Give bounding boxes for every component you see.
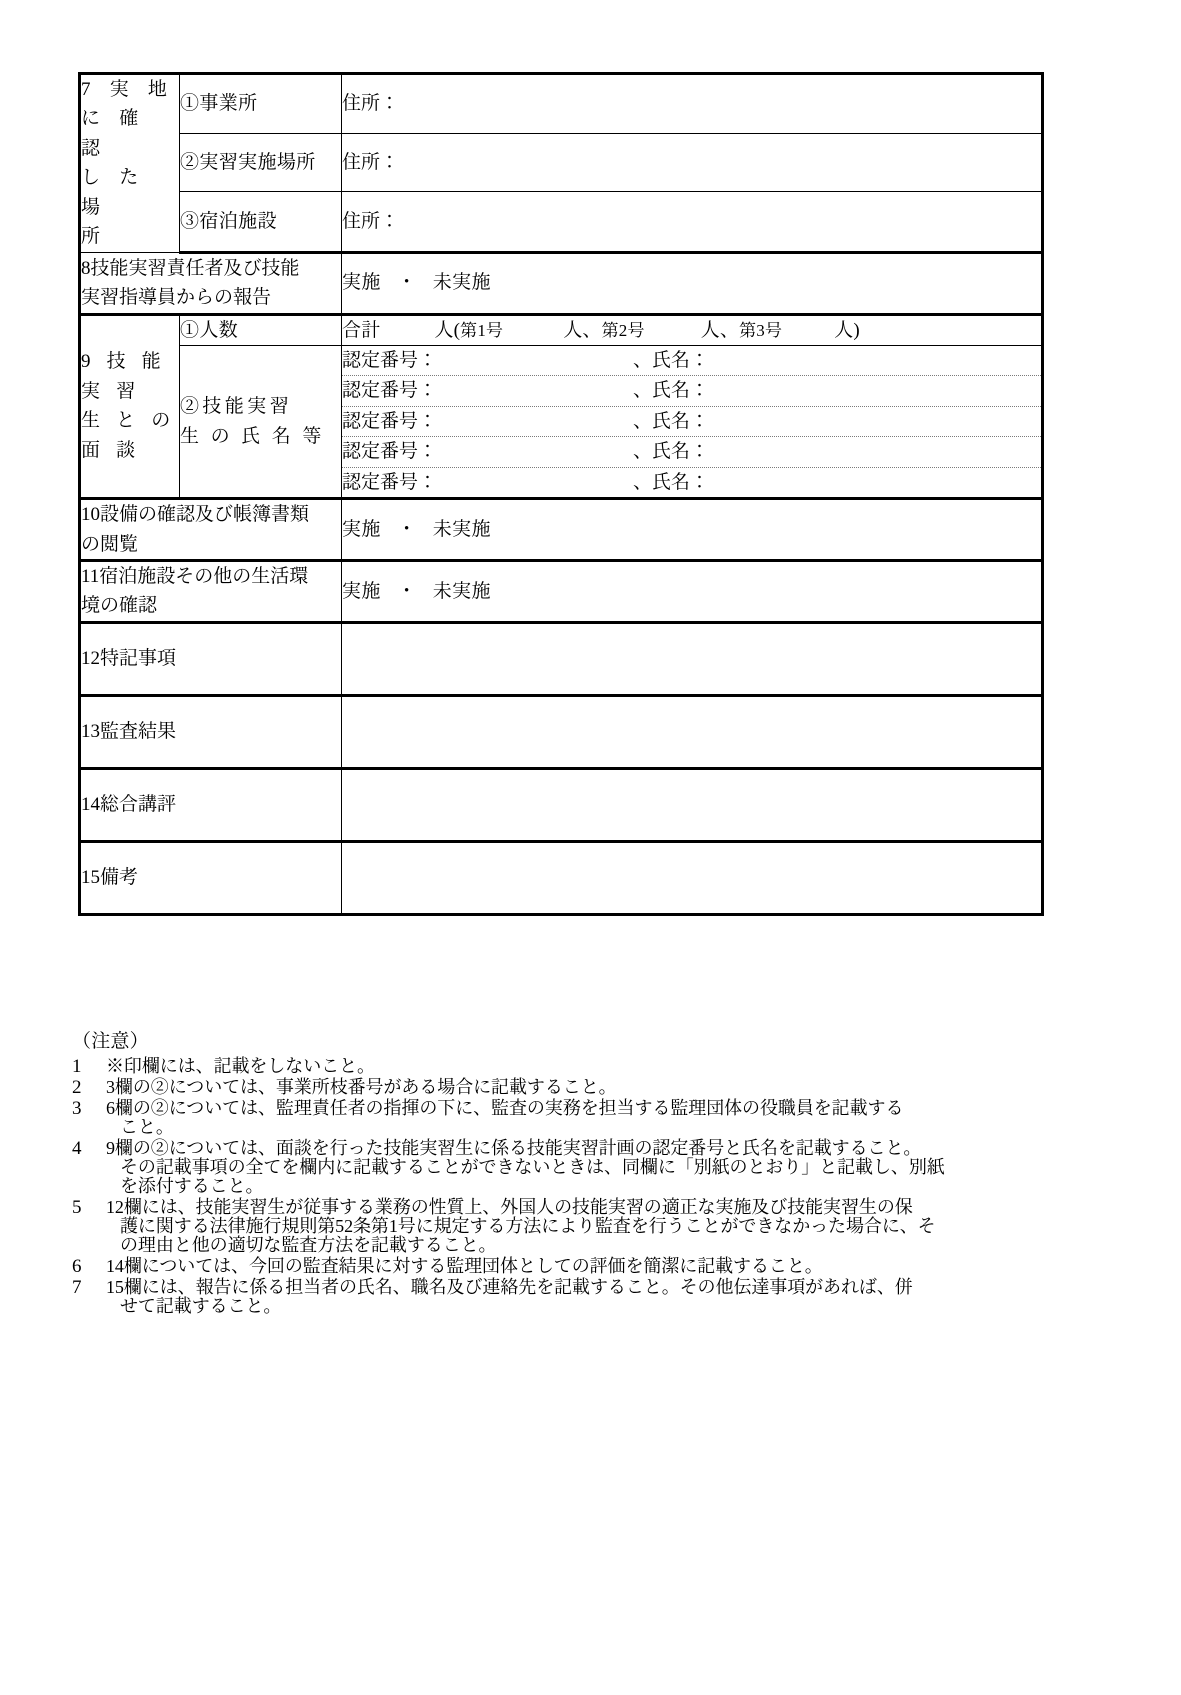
inspection-report-table	[78, 72, 1044, 916]
row8-option-no[interactable]: 未実施	[432, 272, 491, 294]
note-5-number: 5	[72, 1197, 82, 1218]
row7-label-line-1: 7 実 地	[81, 79, 175, 100]
note-7-body	[106, 1278, 1102, 1316]
row9-name-2-id-label: 認定番号：	[342, 380, 438, 402]
row11-option-yes[interactable]: 実施	[342, 580, 381, 602]
row9-name-1-name-label: 、氏名：	[633, 349, 710, 371]
row7-label-line-2: に 確 認	[81, 108, 146, 159]
row8-implementation-choice[interactable]	[342, 252, 1043, 314]
row9-count-type2-unit: 人、	[700, 319, 740, 341]
row10-label-cell	[80, 499, 342, 561]
row9-count-field[interactable]	[342, 314, 1043, 345]
row9-name-1-id-label: 認定番号：	[342, 349, 438, 371]
note-7-number: 7	[72, 1277, 82, 1298]
row14-value-field[interactable]	[342, 768, 1043, 841]
table-row-14-overall-comment	[80, 768, 1043, 841]
row8-label-line-2: 実習指導員からの報告	[81, 287, 272, 309]
note-4-line-2: その記載事項の全てを欄内に記載することができないときは、同欄に「別紙のとおり」と記載し、別紙	[120, 1157, 945, 1177]
row9-count-type3-unit: 人	[834, 319, 854, 341]
note-3-number: 3	[72, 1098, 82, 1119]
row7-item-1-label: ①事業所	[180, 74, 342, 134]
row7-item-3-address-label: 住所：	[342, 210, 400, 232]
note-6-body	[106, 1257, 1102, 1276]
table-row-7-site-1	[80, 74, 1043, 134]
row12-label-cell: 12特記事項	[80, 622, 342, 695]
note-7-line-1: 15欄には、報告に係る担当者の氏名、職名及び連絡先を記載すること。その他伝達事項があれば、併	[106, 1277, 913, 1297]
row9-count-paren-open: (	[453, 319, 461, 341]
row9-name-4-id-label: 認定番号：	[342, 441, 438, 463]
row8-option-yes[interactable]: 実施	[342, 272, 381, 294]
note-6-line-1: 14欄については、今回の監査結果に対する監理団体としての評価を簡潔に記載すること。	[106, 1256, 823, 1276]
note-1-body	[106, 1057, 1102, 1076]
row11-label-line-1: 11宿泊施設その他の生活環	[81, 566, 309, 587]
note-1-number: 1	[72, 1056, 82, 1077]
row10-option-separator: ・	[397, 518, 417, 540]
row9-names-label-cell	[180, 345, 342, 498]
note-5-body	[106, 1198, 1102, 1255]
row7-item-1-address-label: 住所：	[342, 93, 400, 115]
note-item-4	[72, 1139, 1102, 1196]
row9-count-type1-label: 第1号	[460, 320, 504, 340]
row8-label-cell	[80, 252, 342, 314]
row13-value-field[interactable]	[342, 695, 1043, 768]
row9-label-line-2: 生 と の 面 談	[81, 410, 177, 461]
row9-name-2-name-label: 、氏名：	[633, 380, 710, 402]
row9-name-entry-3[interactable]	[342, 406, 1043, 436]
row14-label-cell: 14総合講評	[80, 768, 342, 841]
row9-name-entry-4[interactable]	[342, 437, 1043, 467]
row9-name-3-id-label: 認定番号：	[342, 410, 438, 432]
row9-label-line-1: 9 技 能 実 習	[81, 351, 167, 402]
table-row-13-result	[80, 695, 1043, 768]
row10-implementation-choice[interactable]	[342, 499, 1043, 561]
row7-label-line-3: し た 場	[81, 167, 146, 218]
row10-option-yes[interactable]: 実施	[342, 518, 381, 540]
note-3-body	[106, 1099, 1102, 1137]
row12-value-field[interactable]	[342, 622, 1043, 695]
row11-option-separator: ・	[397, 580, 417, 602]
row11-option-no[interactable]: 未実施	[432, 580, 491, 602]
note-1-line-1: ※印欄には、記載をしないこと。	[106, 1056, 375, 1076]
row11-implementation-choice[interactable]	[342, 561, 1043, 623]
row10-label-line-1: 10設備の確認及び帳簿書類	[81, 504, 310, 526]
note-7-line-2: せて記載すること。	[120, 1296, 282, 1316]
table-row-12-remarks	[80, 622, 1043, 695]
note-4-line-1: 9欄の②については、面談を行った技能実習生に係る技能実習計画の認定番号と氏名を記載すること。	[106, 1138, 922, 1158]
note-4-line-3: を添付すること。	[120, 1176, 264, 1196]
row9-count-type3-label: 第3号	[739, 320, 783, 340]
row15-value-field[interactable]	[342, 841, 1043, 914]
row9-count-type2-label: 第2号	[601, 320, 645, 340]
table-row-9-count	[80, 314, 1043, 345]
row10-label-line-2: の閲覧	[81, 533, 139, 555]
row7-label-line-4: 所	[81, 226, 108, 248]
note-2-body	[106, 1078, 1102, 1097]
row9-name-5-id-label: 認定番号：	[342, 471, 438, 493]
note-item-3	[72, 1099, 1102, 1137]
note-6-number: 6	[72, 1256, 82, 1277]
note-4-body	[106, 1139, 1102, 1196]
row7-item-3-address-field[interactable]	[342, 192, 1043, 252]
row9-count-total-unit: 人	[434, 319, 454, 341]
row11-label-line-2: 境の確認	[81, 595, 158, 617]
note-item-2	[72, 1078, 1102, 1097]
row8-label-line-1: 8技能実習責任者及び技能	[81, 257, 300, 279]
row9-label-cell	[80, 314, 180, 499]
row9-names-label-line-2: 生 の 氏 名 等	[180, 425, 325, 447]
row8-option-separator: ・	[397, 272, 417, 294]
row7-item-2-address-label: 住所：	[342, 152, 400, 174]
table-row-8-report	[80, 252, 1043, 314]
table-row-9-name-1	[80, 345, 1043, 375]
note-2-number: 2	[72, 1077, 82, 1098]
row7-item-2-address-field[interactable]	[342, 134, 1043, 192]
table-row-10-equipment	[80, 499, 1043, 561]
table-row-15-notes	[80, 841, 1043, 914]
row9-name-entry-2[interactable]	[342, 376, 1043, 406]
row9-count-paren-close: )	[853, 319, 860, 341]
row9-count-label: ①人数	[180, 314, 342, 345]
note-3-line-1: 6欄の②については、監理責任者の指揮の下に、監査の実務を担当する監理団体の役職員を記載する	[106, 1098, 904, 1118]
note-5-line-2: 護に関する法律施行規則第52条第1号に規定する方法により監査を行うことができなかった場合に、そ	[120, 1216, 936, 1236]
row9-name-3-name-label: 、氏名：	[633, 410, 710, 432]
row10-option-no[interactable]: 未実施	[432, 518, 491, 540]
row9-names-label-line-1: ②技能実習	[180, 396, 293, 418]
table-row-7-site-2	[80, 134, 1043, 192]
note-5-line-3: の理由と他の適切な監査方法を記載すること。	[120, 1235, 497, 1255]
note-item-7	[72, 1278, 1102, 1316]
row13-label-cell: 13監査結果	[80, 695, 342, 768]
row9-name-entry-5[interactable]	[342, 467, 1043, 498]
row9-name-entry-1[interactable]	[342, 345, 1043, 375]
row9-count-total-label: 合計	[342, 319, 381, 341]
notes-title: （注意）	[72, 1031, 149, 1052]
row9-count-type1-unit: 人、	[563, 319, 602, 341]
note-item-1	[72, 1057, 1102, 1076]
note-item-5	[72, 1198, 1102, 1255]
note-3-line-2: こと。	[120, 1117, 174, 1137]
note-4-number: 4	[72, 1138, 82, 1159]
note-5-line-1: 12欄には、技能実習生が従事する業務の性質上、外国人の技能実習の適正な実施及び技能実習生の保	[106, 1197, 913, 1217]
table-row-7-site-3	[80, 192, 1043, 252]
row7-label-cell	[80, 74, 180, 253]
note-item-6	[72, 1257, 1102, 1276]
row7-item-3-label: ③宿泊施設	[180, 192, 342, 252]
row15-label-cell: 15備考	[80, 841, 342, 914]
row9-name-4-name-label: 、氏名：	[633, 441, 710, 463]
note-2-line-1: 3欄の②については、事業所枝番号がある場合に記載すること。	[106, 1077, 617, 1097]
row7-item-1-address-field[interactable]	[342, 74, 1043, 134]
table-row-11-housing	[80, 561, 1043, 623]
row9-name-5-name-label: 、氏名：	[633, 471, 710, 493]
row7-item-2-label: ②実習実施場所	[180, 134, 342, 192]
notes-section	[72, 1032, 1102, 1318]
row11-label-cell	[80, 561, 342, 623]
